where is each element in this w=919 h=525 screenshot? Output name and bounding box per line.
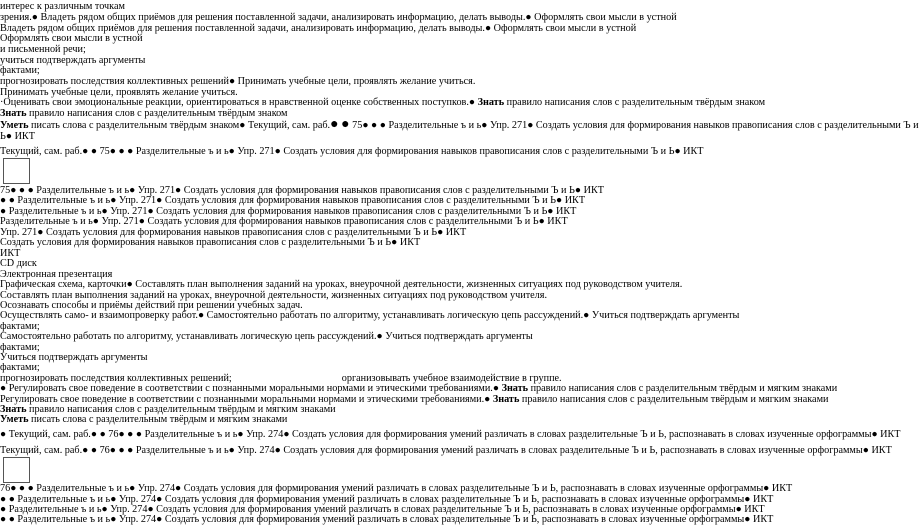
text-segment: Разделительные ъ и ь (142, 429, 238, 440)
bullet-icon: ● (156, 494, 163, 505)
bullet-icon: ● (5, 131, 13, 142)
text-line (0, 310, 739, 321)
bullet-icon: ● (175, 185, 182, 196)
text-segment: Графическая схема, карточки (0, 279, 127, 290)
bullet-icon: ● (371, 120, 378, 131)
bullet-icon: ● (82, 146, 89, 157)
text-segment: ИКТ (868, 445, 892, 456)
text-segment: Учиться подтверждать аргументы (382, 331, 533, 342)
bullet-icon: ● (175, 483, 182, 494)
text-line (0, 44, 86, 55)
text-segment: Разделительные ъ и ь (14, 514, 111, 525)
bullet-icon: ● (99, 429, 106, 440)
bullet-icon: ● (109, 146, 116, 157)
bullet-icon: ● (481, 120, 488, 131)
bullet-icon: ● (8, 514, 15, 525)
bullet-icon: ● (283, 429, 290, 440)
text-segment: ИКТ (544, 216, 568, 227)
text-segment: ИКТ (581, 185, 604, 196)
bullet-icon: ● (110, 514, 117, 525)
text-segment: Составлять план выполнения заданий на уроках, внеурочной деятельности, жизненных ситуациях под руководством учителя. (132, 279, 683, 290)
text-segment: интерес к различным точкам (0, 1, 125, 12)
text-segment: и письменной речи; (0, 44, 86, 55)
bullet-icon: ● (31, 12, 38, 23)
empty-table-cell (3, 158, 30, 184)
bullet-icon: ● (547, 206, 554, 217)
text-segment: Текущий, сам. раб. (6, 429, 91, 440)
bullet-icon: ● (0, 195, 7, 206)
bullet-icon: ● (27, 185, 34, 196)
text-segment: Разделительные ъ и ь (14, 195, 111, 206)
text-line (0, 514, 773, 525)
text-segment: Создать условия для формирования умений различать в словах разделительные Ъ и Ь, распознавать в словах изученные орфограммы (289, 429, 872, 440)
text-segment: прогнозировать последствия коллективных решений; (0, 373, 232, 384)
text-segment: писать слова с разделительным твёрдым знаком (28, 120, 240, 131)
bullet-icon: ● (468, 97, 476, 108)
text-segment: ИКТ (443, 227, 467, 238)
text-line (0, 146, 704, 157)
text-segment: Регулировать свое поведение в соответствии с познанными моральными нормами и этическими требованиями. (6, 383, 493, 394)
empty-table-cell (3, 457, 30, 483)
text-segment: Упр. 271 (135, 185, 176, 196)
bullet-icon: ● (138, 216, 145, 227)
bullet-icon: ● (0, 383, 7, 394)
bullet-icon: ● (8, 494, 15, 505)
bullet-icon: ● (156, 514, 163, 525)
bullet-icon: ● (437, 227, 444, 238)
text-segment: Создать условия для формирования навыков правописания слов с разделительными Ъ и Ь (0, 237, 392, 248)
text-segment: Учиться подтверждать аргументы (589, 310, 740, 321)
bullet-icon: ● (583, 310, 590, 321)
text-line (0, 108, 287, 119)
bullet-icon: ● (129, 185, 136, 196)
bullet-icon: ● (237, 429, 244, 440)
bullet-icon: ● (484, 23, 492, 34)
text-segment: правило написания слов с разделительным твёрдым знаком (504, 97, 766, 108)
text-segment: Разделительные ъ и ь (133, 445, 229, 456)
text-segment: Создать условия для формирования навыков правописания слов с разделительными Ъ и Ь (153, 206, 548, 217)
text-line (0, 362, 40, 373)
text-segment: Упр. 274 (135, 483, 176, 494)
bullet-icon: ● (228, 146, 235, 157)
text-segment: ИКТ (0, 248, 21, 259)
text-line (0, 383, 837, 394)
text-segment: Разделительные ъ и ь (33, 483, 130, 494)
text-line (0, 483, 792, 494)
bullet-icon: ● (0, 429, 7, 440)
bullet-icon: ● (90, 146, 98, 157)
text-segment: ИКТ (397, 237, 421, 248)
text-segment: Разделительные ъ и ь (0, 216, 93, 227)
text-segment: Владеть рядом общих приёмов для решения поставленной задачи, анализировать информацию, делать выводы. (0, 23, 485, 34)
bullet-icon: ● (525, 12, 532, 23)
text-segment: Создать условия для формирования навыков правописания слов с разделительными Ъ и Ь (43, 227, 438, 238)
text-segment: ИКТ (750, 494, 774, 505)
text-segment: CD диск (0, 258, 37, 269)
text-segment: Самостоятельно работать по алгоритму, устанавливать логическую цепь рассуждений. (204, 310, 584, 321)
bullet-icon: ● (118, 146, 125, 157)
text-line (0, 33, 143, 44)
bullet-icon: ● (129, 483, 136, 494)
text-segment: 75 (0, 185, 11, 196)
text-segment: Создать условия для формирования умений различать в словах разделительные Ъ и Ь, распознавать в словах изученные орфограммы (162, 494, 745, 505)
text-segment: Разделительные ъ и ь (6, 206, 102, 217)
bullet-icon: ● (127, 146, 134, 157)
bullet-icon: ● (538, 216, 545, 227)
bullet-icon: ● (156, 195, 163, 206)
text-segment: Создать условия для формирования умений различать в словах разделительные Ъ и Ь, распознавать в словах изученные орфограммы (181, 483, 764, 494)
bullet-icon: ● (0, 514, 7, 525)
text-segment: Упр. 274 (243, 429, 284, 440)
text-segment: Осознавать способы и приёмы действий при решении учебных задач. (0, 300, 303, 311)
text-segment: Оформлять свои мысли в устной (0, 33, 143, 44)
text-segment: писать слова с разделительным твёрдым и мягким знаками (28, 414, 288, 425)
text-segment: Упр. 274 (107, 504, 148, 515)
text-segment: 75 (97, 146, 110, 157)
text-segment: правило написания слов с разделительным твёрдым знаком (26, 108, 288, 119)
bullet-icon: ● (10, 483, 17, 494)
text-line (0, 97, 765, 108)
bold-keyword: Уметь (0, 414, 29, 425)
bullet-icon: ● (135, 429, 143, 440)
bullet-icon: ● (127, 445, 134, 456)
text-segment: Упр. 271 (116, 195, 157, 206)
text-segment: Упр. 271 (107, 206, 148, 217)
text-segment: Ь (0, 131, 6, 142)
text-line (0, 279, 682, 290)
text-line (0, 331, 533, 342)
text-segment: Создать условия для формирования навыков правописания слов с разделительными Ъ и (533, 120, 919, 131)
text-segment: Упр. 274 (234, 445, 275, 456)
bullet-icon: ● (147, 504, 154, 515)
bold-keyword: Знать (0, 404, 27, 415)
bullet-icon: ● (744, 514, 751, 525)
text-segment: Упр. 271 (0, 227, 38, 238)
text-segment: Разделительные ъ и ь (33, 185, 130, 196)
bullet-icon: ● (8, 195, 15, 206)
bullet-icon: ● (556, 195, 563, 206)
text-segment: ·Оценивать свои эмоциональные реакции, ориентироваться в нравственной оценке собственных поступков. (0, 97, 469, 108)
bullet-icon: ● (90, 445, 98, 456)
bullet-icon: ● (574, 185, 582, 196)
text-segment: Упр. 271 (487, 120, 528, 131)
text-segment: ИКТ (562, 195, 586, 206)
bold-keyword: Уметь (0, 120, 29, 131)
bullet-icon: ● (110, 195, 117, 206)
bold-keyword: Знать (501, 383, 529, 394)
text-line (0, 258, 37, 269)
text-segment: Создать условия для формирования навыков правописания слов с разделительными Ъ и Ь (280, 146, 675, 157)
bullet-icon: ● (674, 146, 681, 157)
bullet-icon: ● (492, 383, 500, 394)
bullet-icon: ● (147, 206, 154, 217)
text-segment: правило написания слов с разделительным твёрдым и мягким знаками (528, 383, 838, 394)
text-segment: Разделительные ъ и ь (133, 146, 229, 157)
bullet-icon: ● (330, 117, 339, 132)
bullet-icon: ● (92, 216, 99, 227)
bullet-icon: ● (37, 227, 44, 238)
text-segment: Упр. 271 (98, 216, 139, 227)
text-segment: правило написания слов с разделительным твёрдым и мягким знаками (26, 404, 336, 415)
text-segment: правило написания слов с разделительным твёрдым и мягким знаками (519, 394, 829, 405)
bold-keyword: Знать (492, 394, 520, 405)
bullet-icon: ● (18, 185, 26, 196)
text-segment: Осуществлять само- и взаимопроверку работ. (0, 310, 198, 321)
text-line (0, 117, 919, 132)
text-segment: Самостоятельно работать по алгоритму, устанавливать логическую цепь рассуждений. (0, 331, 377, 342)
bullet-icon: ● (197, 310, 205, 321)
text-segment: ИКТ (553, 206, 577, 217)
text-segment: ИКТ (750, 514, 774, 525)
text-line (0, 429, 901, 440)
text-segment: Упр. 271 (234, 146, 275, 157)
bullet-icon: ● (341, 117, 350, 132)
text-segment: зрения. (0, 12, 32, 23)
bullet-icon: ● (391, 237, 398, 248)
bullet-icon: ● (744, 494, 751, 505)
bullet-icon: ● (362, 120, 369, 131)
text-segment: Текущий, сам. раб. (0, 146, 83, 157)
text-segment: Упр. 274 (116, 514, 157, 525)
bullet-icon: ● (379, 120, 386, 131)
bullet-icon: ● (126, 279, 133, 290)
text-segment: ИКТ (12, 131, 35, 142)
text-line (0, 12, 677, 23)
text-segment: Разделительные ъ и ь (6, 504, 102, 515)
text-segment: Разделительные ъ и ь (385, 120, 482, 131)
bullet-icon: ● (274, 146, 281, 157)
text-segment: ИКТ (680, 146, 704, 157)
text-line (0, 1, 125, 12)
text-segment: Создать условия для формирования умений различать в словах разделительные Ъ и Ь, распознавать в словах изученные орфограммы (153, 504, 736, 515)
text-segment: Создать условия для формирования умений различать в словах разделительные Ъ и Ь, распознавать в словах изученные орфограммы (280, 445, 863, 456)
text-segment: 76 (97, 445, 110, 456)
text-segment: фактами; (0, 321, 40, 332)
text-segment: Оформлять свои мысли в устной (491, 23, 637, 34)
text-segment: Упр. 274 (116, 494, 157, 505)
text-segment: прогнозировать последствия коллективных решений (0, 76, 229, 87)
bullet-icon: ● (109, 445, 116, 456)
text-segment: Создать условия для формирования навыков правописания слов с разделительными Ъ и Ь (144, 216, 539, 227)
text-line (0, 414, 287, 425)
text-segment: учиться подтверждать аргументы (0, 55, 146, 66)
text-segment: Текущий, сам. раб. (245, 120, 331, 131)
bold-keyword: Знать (0, 108, 27, 119)
text-segment: Создать условия для формирования умений различать в словах разделительные Ъ и Ь, распознавать в словах изученные орфограммы (162, 514, 745, 525)
bold-keyword: Знать (477, 97, 505, 108)
bullet-icon: ● (127, 429, 134, 440)
text-line (0, 131, 35, 142)
bullet-icon: ● (18, 483, 26, 494)
bullet-icon: ● (871, 429, 878, 440)
text-segment: ИКТ (877, 429, 901, 440)
text-segment: Составлять план выполнения заданий на уроках, внеурочной деятельности, жизненных ситуациях под руководством учителя. (0, 290, 547, 301)
bullet-icon: ● (0, 206, 7, 217)
text-line (0, 445, 892, 456)
text-segment: ИКТ (769, 483, 793, 494)
bullet-icon: ● (484, 394, 491, 405)
text-segment: Принимать учебные цели, проявлять желание учиться. (0, 87, 238, 98)
bullet-icon: ● (101, 504, 108, 515)
text-segment: Текущий, сам. раб. (0, 445, 83, 456)
bullet-icon: ● (110, 494, 117, 505)
bullet-icon: ● (118, 429, 125, 440)
text-segment: Принимать учебные цели, проявлять желание учиться. (235, 76, 476, 87)
bullet-icon: ● (0, 494, 7, 505)
text-line (0, 216, 568, 227)
text-segment: Учиться подтверждать аргументы (0, 352, 148, 363)
bullet-icon: ● (763, 483, 770, 494)
bullet-icon: ● (274, 445, 281, 456)
text-segment: Электронная презентация (0, 269, 113, 280)
text-segment: Создать условия для формирования навыков правописания слов с разделительными Ъ и Ь (181, 185, 575, 196)
bullet-icon: ● (27, 483, 34, 494)
text-line (0, 237, 420, 248)
bullet-icon: ● (527, 120, 534, 131)
bullet-icon: ● (0, 504, 7, 515)
text-segment: фактами; (0, 342, 40, 353)
text-segment: Регулировать свое поведение в соответствии с познанными моральными нормами и этическими требованиями. (0, 394, 485, 405)
text-line (0, 76, 475, 87)
text-segment: 76 (105, 429, 119, 440)
bullet-icon: ● (228, 445, 235, 456)
bullet-icon: ● (228, 76, 236, 87)
text-segment: фактами; (0, 65, 40, 76)
text-segment: Разделительные ъ и ь (14, 494, 111, 505)
bullet-icon: ● (376, 331, 383, 342)
bullet-icon: ● (90, 429, 98, 440)
bullet-icon: ● (735, 504, 742, 515)
text-segment: 76 (0, 483, 11, 494)
bullet-icon: ● (101, 206, 108, 217)
text-segment: 75 (349, 120, 363, 131)
text-segment: фактами; (0, 362, 40, 373)
bullet-icon: ● (862, 445, 869, 456)
text-segment: Владеть рядом общих приёмов для решения поставленной задачи, анализировать информацию, делать выводы. (37, 12, 526, 23)
bullet-icon: ● (118, 445, 125, 456)
text-segment: организовывать учебное взаимодействие в группе. (341, 373, 562, 384)
bullet-icon: ● (239, 120, 246, 131)
bullet-icon: ● (10, 185, 17, 196)
text-segment: Создать условия для формирования навыков правописания слов с разделительными Ъ и Ь (162, 195, 556, 206)
text-segment: Оформлять свои мысли в устной (531, 12, 677, 23)
text-line (0, 195, 585, 206)
text-line (0, 65, 40, 76)
bullet-icon: ● (82, 445, 89, 456)
text-segment: ИКТ (741, 504, 765, 515)
